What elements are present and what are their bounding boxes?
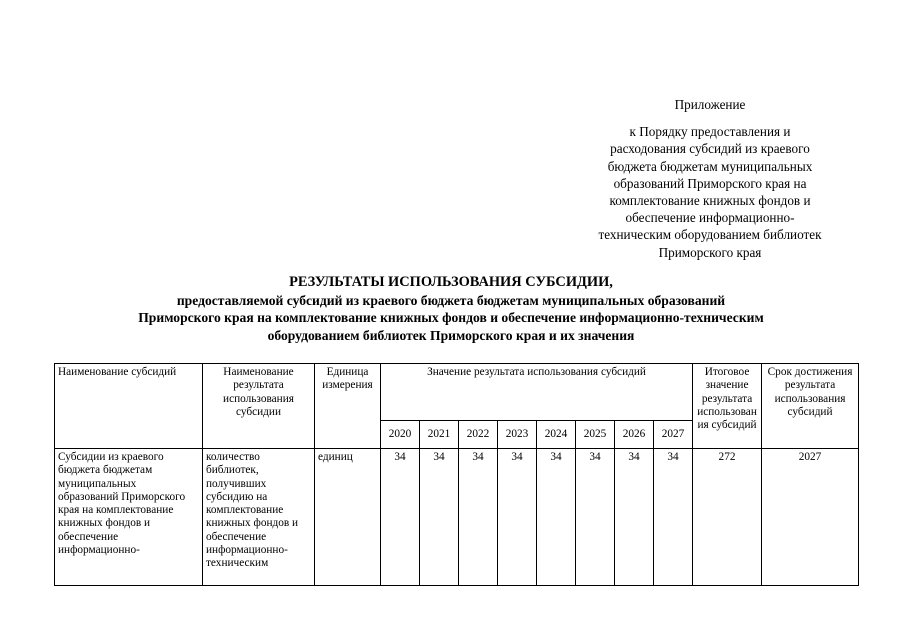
header-subsidy-name: Наименование субсидий (55, 364, 203, 449)
cell-total: 272 (693, 449, 762, 586)
cell-value: 34 (576, 449, 615, 586)
cell-deadline: 2027 (762, 449, 859, 586)
header-values-group: Значение результата использования субсидий (381, 364, 693, 421)
header-year: 2020 (381, 421, 420, 449)
cell-value: 34 (381, 449, 420, 586)
header-deadline: Срок достижения результата использования субсидий (762, 364, 859, 449)
header-year: 2022 (459, 421, 498, 449)
appendix-line: обеспечение информационно- (625, 210, 795, 226)
cell-value: 34 (654, 449, 693, 586)
header-year: 2021 (420, 421, 459, 449)
cell-value: 34 (498, 449, 537, 586)
appendix-block (560, 96, 860, 261)
header-total: Итоговое значение результата использован ия субсидий (693, 364, 762, 449)
header-year: 2025 (576, 421, 615, 449)
cell-value: 34 (615, 449, 654, 586)
cell-result-name: количество библиотек, получивших субсидию на комплектование книжных фондов и обеспечение информационно-техническим (203, 449, 315, 586)
appendix-title: Приложение (674, 97, 746, 112)
header-unit: Единица измерения (315, 364, 381, 449)
appendix-line: бюджета бюджетам муниципальных (607, 158, 813, 174)
cell-value: 34 (537, 449, 576, 586)
heading-line: Приморского края на комплектование книжных фондов и обеспечение информационно-техническим (138, 310, 764, 325)
heading-line: оборудованием библиотек Приморского края и их значения (267, 327, 635, 343)
appendix-line: техническим оборудованием библиотек (598, 227, 822, 243)
cell-value: 34 (459, 449, 498, 586)
heading-line: предоставляемой субсидий из краевого бюджета бюджетам муниципальных образований (176, 292, 726, 308)
appendix-line: Приморского края (658, 244, 762, 260)
results-table (54, 363, 859, 586)
appendix-line: к Порядку предоставления и (629, 124, 791, 140)
document-title: РЕЗУЛЬТАТЫ ИСПОЛЬЗОВАНИЯ СУБСИДИИ, (289, 274, 613, 290)
document-heading (60, 274, 842, 344)
header-year: 2027 (654, 421, 693, 449)
header-year: 2024 (537, 421, 576, 449)
appendix-line: образований Приморского края на (613, 175, 807, 191)
appendix-line: расходования субсидий из краевого (610, 141, 810, 157)
appendix-line: комплектование книжных фондов и (609, 193, 811, 209)
header-result-name: Наименование результата использования субсидии (203, 364, 315, 449)
cell-subsidy-name: Субсидии из краевого бюджета бюджетам муниципальных образований Приморского края на комплектование книжных фондов и обеспечение информационно- (55, 449, 203, 586)
cell-value: 34 (420, 449, 459, 586)
header-year: 2026 (615, 421, 654, 449)
table-row (55, 449, 859, 586)
cell-unit: единиц (315, 449, 381, 586)
table-header-row (55, 364, 859, 421)
header-year: 2023 (498, 421, 537, 449)
